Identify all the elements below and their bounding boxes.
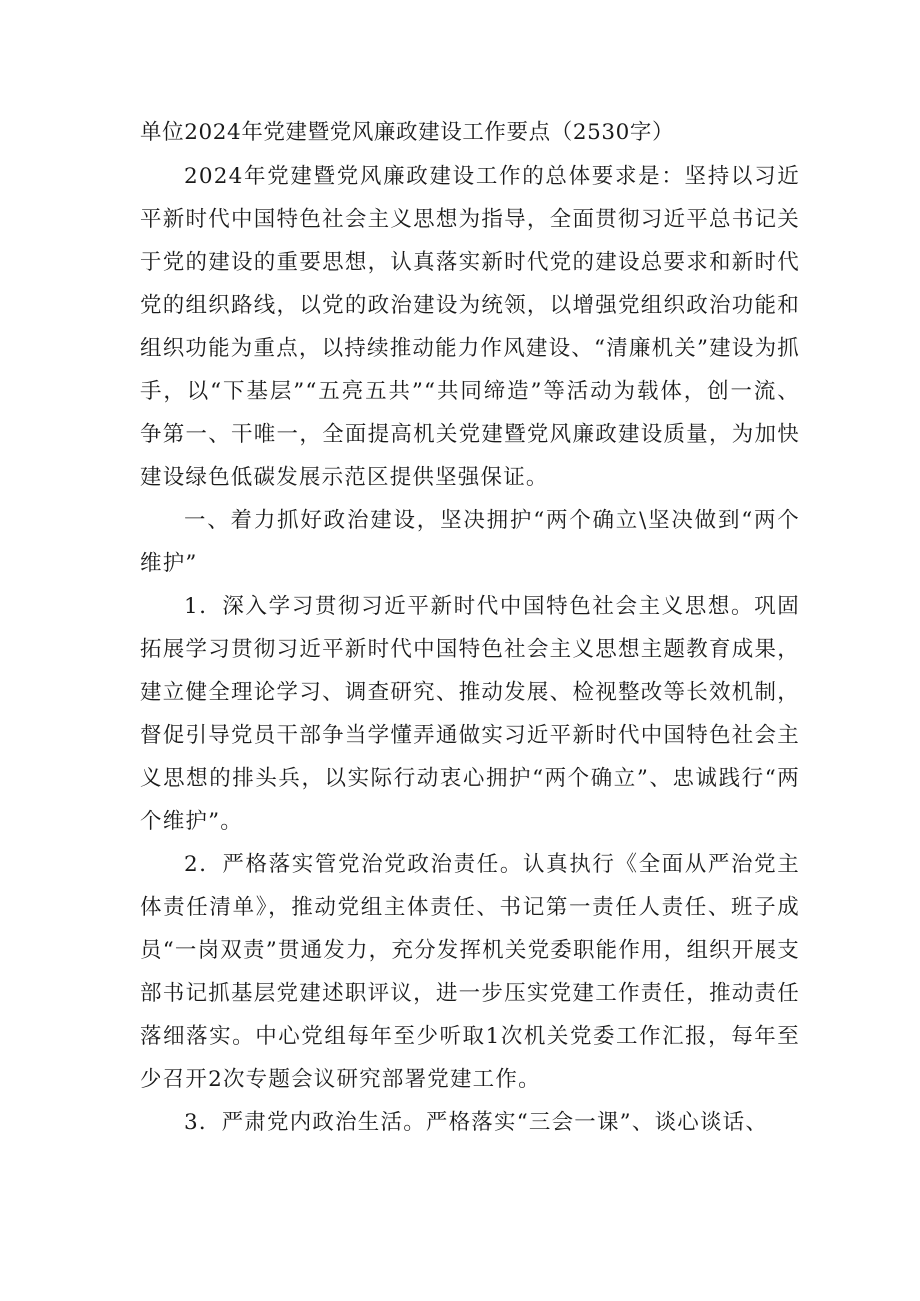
list-item-text: 严肃党内政治生活。严格落实“三会一课”、谈心谈话、 <box>221 1110 769 1135</box>
document-title: 单位2024年党建暨党风廉政建设工作要点（2530字） <box>140 120 675 145</box>
list-item-3 <box>140 1101 800 1144</box>
list-item-text: 严格落实管党治党政治责任。认真执行《全面从严治党主体责任清单》，推动党组主体责任、书记第一责任人责任、班子成员“一岗双责”贯通发力，充分发挥机关党委职能作用，组织开展支部书记抓基层党建述职评议，进一步压实党建工作责任，推动责任落细落实。中心党组每年至少听取1次机关党委工作汇报，每年至少召开2次专题会议研究部署党建工作。 <box>140 852 800 1092</box>
section-1-heading: 一、着力抓好政治建设，坚决拥护“两个确立\坚决做到“两个维护” <box>140 508 800 576</box>
list-item-1 <box>140 585 800 843</box>
document-body <box>140 112 800 1144</box>
list-item-number: 2． <box>184 852 223 877</box>
list-item-number: 3． <box>184 1110 222 1135</box>
intro-paragraph: 2024年党建暨党风廉政建设工作的总体要求是：坚持以习近平新时代中国特色社会主义思想为指导，全面贯彻习近平总书记关于党的建设的重要思想，认真落实新时代党的建设总要求和新时代党的组织路线，以党的政治建设为统领，以增强党组织政治功能和组织功能为重点，以持续推动能力作风建设、“清廉机关”建设为抓手，以“下基层”“五亮五共”“共同缔造”等活动为载体，创一流、争第一、干唯一，全面提高机关党建暨党风廉政建设质量，为加快建设绿色低碳发展示范区提供坚强保证。 <box>140 164 800 490</box>
list-item-number: 1． <box>184 594 223 619</box>
list-item-2 <box>140 843 800 1101</box>
list-item-text: 深入学习贯彻习近平新时代中国特色社会主义思想。巩固拓展学习贯彻习近平新时代中国特色社会主义思想主题教育成果，建立健全理论学习、调查研究、推动发展、检视整改等长效机制，督促引导党员干部争当学懂弄通做实习近平新时代中国特色社会主义思想的排头兵，以实际行动衷心拥护“两个确立”、忠诚践行“两个维护”。 <box>140 594 800 834</box>
